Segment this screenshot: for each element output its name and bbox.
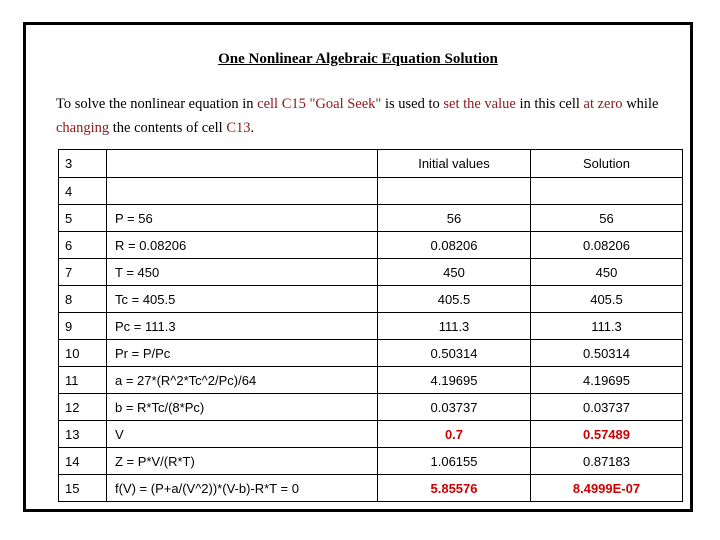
label-cell[interactable]: Pr = P/Pc: [107, 340, 378, 367]
intro-cell-c15: cell C15 "Goal Seek": [257, 96, 382, 112]
intro-text-4: while: [622, 96, 659, 112]
row-number[interactable]: 3: [59, 150, 107, 178]
page-title: One Nonlinear Algebraic Equation Solution: [218, 51, 498, 67]
initial-cell[interactable]: 450: [378, 259, 531, 286]
row-number[interactable]: 11: [59, 367, 107, 394]
solution-cell[interactable]: 0.03737: [531, 394, 683, 421]
table-row: [59, 259, 683, 286]
table-row: [59, 475, 683, 502]
solution-cell[interactable]: [531, 178, 683, 205]
initial-cell-v[interactable]: 0.7: [378, 421, 531, 448]
intro-text-6: .: [250, 120, 255, 136]
table-row: [59, 205, 683, 232]
label-cell[interactable]: R = 0.08206: [107, 232, 378, 259]
row-number[interactable]: 8: [59, 286, 107, 313]
row-number[interactable]: 14: [59, 448, 107, 475]
label-cell-v[interactable]: V: [107, 421, 378, 448]
initial-cell-fv[interactable]: 5.85576: [378, 475, 531, 502]
row-number[interactable]: 7: [59, 259, 107, 286]
solution-cell[interactable]: 0.87183: [531, 448, 683, 475]
solution-cell[interactable]: 405.5: [531, 286, 683, 313]
table-row: [59, 340, 683, 367]
label-cell[interactable]: a = 27*(R^2*Tc^2/Pc)/64: [107, 367, 378, 394]
label-cell[interactable]: P = 56: [107, 205, 378, 232]
table-row: [59, 421, 683, 448]
intro-changing: changing: [56, 120, 110, 136]
initial-cell[interactable]: 111.3: [378, 313, 531, 340]
table-row: [59, 313, 683, 340]
table-row: [59, 178, 683, 205]
initial-cell[interactable]: 0.50314: [378, 340, 531, 367]
header-solution[interactable]: Solution: [531, 150, 683, 178]
table-row: [59, 448, 683, 475]
initial-cell[interactable]: 0.03737: [378, 394, 531, 421]
intro-cell-c13: C13: [226, 120, 251, 136]
solution-cell[interactable]: 111.3: [531, 313, 683, 340]
label-cell[interactable]: Z = P*V/(R*T): [107, 448, 378, 475]
solution-cell-v[interactable]: 0.57489: [531, 421, 683, 448]
initial-cell[interactable]: [378, 178, 531, 205]
intro-text-5: the contents of cell: [109, 120, 227, 136]
intro-text-1: To solve the nonlinear equation in: [56, 96, 258, 112]
solution-cell[interactable]: 0.08206: [531, 232, 683, 259]
table-row: [59, 150, 683, 178]
intro-paragraph: [56, 92, 666, 140]
solution-cell[interactable]: 56: [531, 205, 683, 232]
label-cell[interactable]: b = R*Tc/(8*Pc): [107, 394, 378, 421]
intro-text-2: is used to: [381, 96, 444, 112]
table-row: [59, 232, 683, 259]
intro-set-value: set the value: [443, 96, 516, 112]
slide-frame: [23, 22, 693, 512]
row-number[interactable]: 6: [59, 232, 107, 259]
table-row: [59, 367, 683, 394]
spreadsheet-table: [58, 149, 683, 502]
solution-cell[interactable]: 450: [531, 259, 683, 286]
initial-cell[interactable]: 4.19695: [378, 367, 531, 394]
row-number[interactable]: 4: [59, 178, 107, 205]
solution-cell[interactable]: 4.19695: [531, 367, 683, 394]
row-number[interactable]: 12: [59, 394, 107, 421]
solution-cell[interactable]: 0.50314: [531, 340, 683, 367]
initial-cell[interactable]: 56: [378, 205, 531, 232]
label-cell[interactable]: [107, 178, 378, 205]
label-cell-fv[interactable]: f(V) = (P+a/(V^2))*(V-b)-R*T = 0: [107, 475, 378, 502]
initial-cell[interactable]: 0.08206: [378, 232, 531, 259]
label-cell[interactable]: [107, 150, 378, 178]
solution-cell-fv[interactable]: 8.4999E-07: [531, 475, 683, 502]
table-row: [59, 394, 683, 421]
row-number[interactable]: 9: [59, 313, 107, 340]
label-cell[interactable]: T = 450: [107, 259, 378, 286]
row-number[interactable]: 5: [59, 205, 107, 232]
table-row: [59, 286, 683, 313]
initial-cell[interactable]: 405.5: [378, 286, 531, 313]
intro-at-zero: at zero: [583, 96, 623, 112]
intro-text-3: in this cell: [515, 96, 584, 112]
initial-cell[interactable]: 1.06155: [378, 448, 531, 475]
row-number[interactable]: 15: [59, 475, 107, 502]
row-number[interactable]: 10: [59, 340, 107, 367]
header-initial-values[interactable]: Initial values: [378, 150, 531, 178]
label-cell[interactable]: Pc = 111.3: [107, 313, 378, 340]
row-number[interactable]: 13: [59, 421, 107, 448]
label-cell[interactable]: Tc = 405.5: [107, 286, 378, 313]
